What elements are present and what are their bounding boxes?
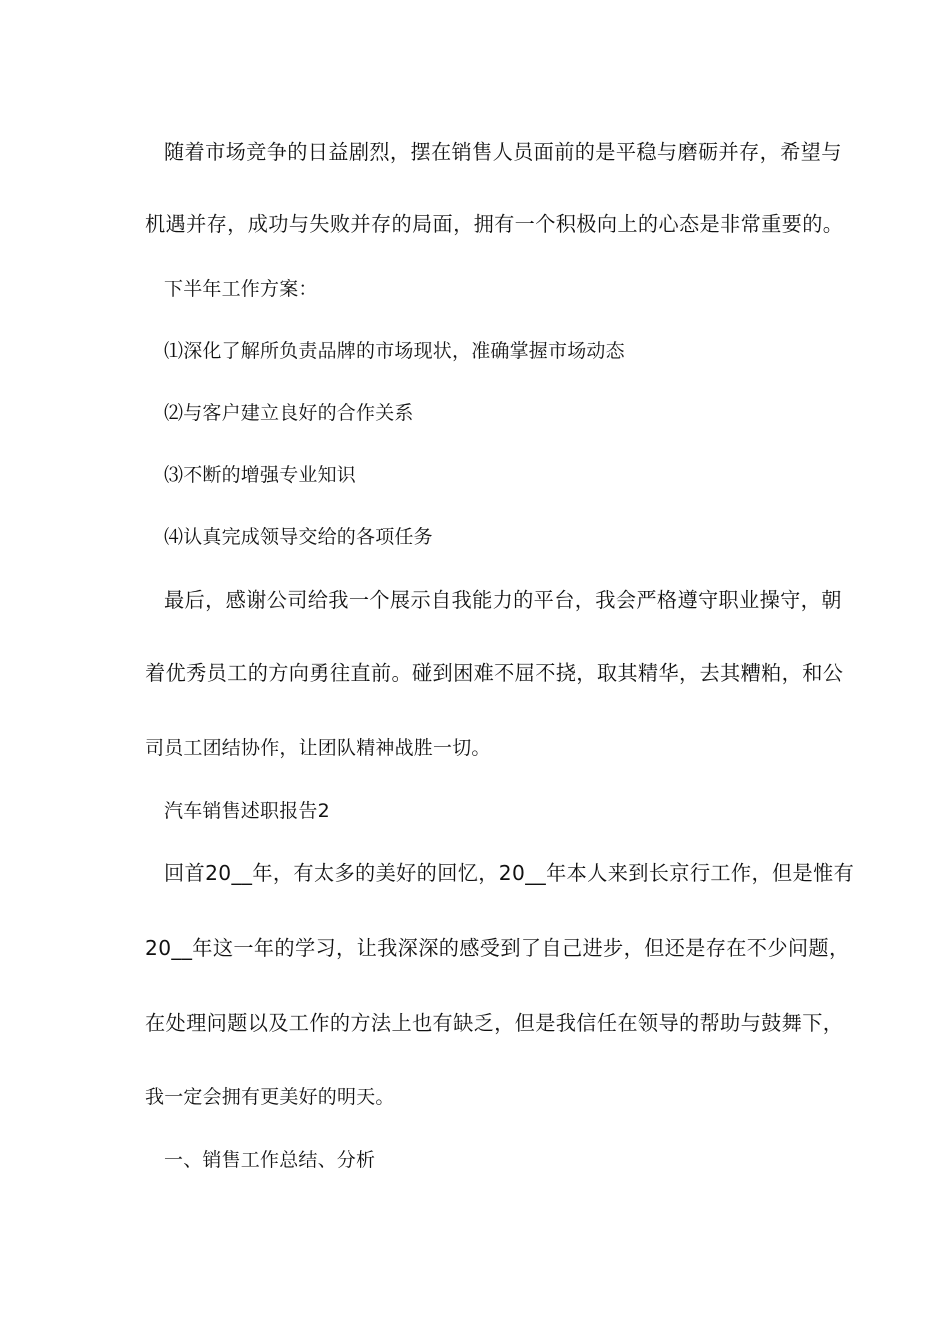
list-item: ⑴深化了解所负责品牌的市场现状，准确掌握市场动态 <box>164 340 625 362</box>
paragraph-line: 着优秀员工的方向勇往直前。碰到困难不屈不挠，取其精华，去其糟粕，和公 <box>145 661 844 685</box>
paragraph-line: 机遇并存，成功与失败并存的局面，拥有一个积极向上的心态是非常重要的。 <box>145 212 844 236</box>
paragraph-line: 最后，感谢公司给我一个展示自我能力的平台，我会严格遵守职业操守，朝 <box>164 588 842 612</box>
list-item: ⑷认真完成领导交给的各项任务 <box>164 526 433 548</box>
paragraph-line: 我一定会拥有更美好的明天。 <box>145 1086 395 1108</box>
paragraph-line: 20__年这一年的学习，让我深深的感受到了自己进步，但还是存在不少问题， <box>145 936 850 960</box>
section-heading: 下半年工作方案： <box>164 278 318 300</box>
paragraph-line: 司员工团结协作，让团队精神战胜一切。 <box>145 737 491 759</box>
paragraph-line: 随着市场竞争的日益剧烈，摆在销售人员面前的是平稳与磨砺并存，希望与 <box>164 140 842 164</box>
section-title: 汽车销售述职报告2 <box>164 800 330 822</box>
paragraph-line: 在处理问题以及工作的方法上也有缺乏，但是我信任在领导的帮助与鼓舞下， <box>145 1011 844 1035</box>
list-item: ⑶不断的增强专业知识 <box>164 464 357 486</box>
list-item: ⑵与客户建立良好的合作关系 <box>164 402 414 424</box>
paragraph-line: 回首20__年，有太多的美好的回忆，20__年本人来到长京行工作，但是惟有 <box>164 861 855 885</box>
section-heading: 一、销售工作总结、分析 <box>164 1149 376 1171</box>
